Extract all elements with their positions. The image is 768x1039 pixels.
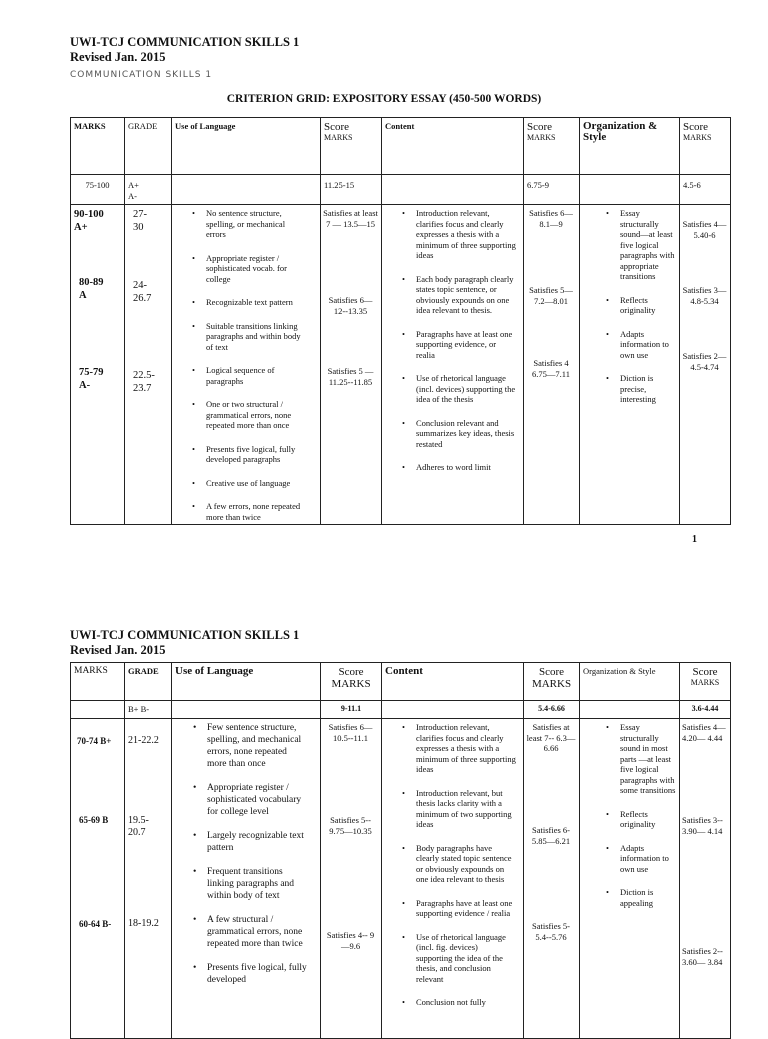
col-score-content xyxy=(524,118,580,175)
page2-criterion-grid xyxy=(70,662,731,1039)
band-empty xyxy=(172,175,321,205)
mark-label xyxy=(79,276,104,302)
criterion-item: • Recognizable text pattern xyxy=(188,297,306,308)
page1-band-row xyxy=(71,175,731,205)
criterion-item: • Reflects originality xyxy=(602,295,676,316)
org-criteria-cell xyxy=(580,205,680,525)
page2-band-row xyxy=(71,701,731,719)
grade-label xyxy=(133,208,147,234)
band-marks: 75-100 xyxy=(71,175,125,205)
band-grade xyxy=(125,175,172,205)
mark-label xyxy=(74,208,104,234)
score-range: Satisfies 5- 5.4--5.76 xyxy=(531,921,570,942)
page1-header-course: UWI-TCJ COMMUNICATION SKILLS 1 xyxy=(70,35,300,49)
band-empty xyxy=(580,175,680,205)
mark-label: 70-74 B+ xyxy=(77,736,112,746)
band-grade: B+ B- xyxy=(125,701,172,719)
page1-header xyxy=(70,35,299,65)
col-score-language xyxy=(321,118,382,175)
page2-header-course: UWI-TCJ COMMUNICATION SKILLS 1 xyxy=(70,628,300,642)
criterion-item: • Essay structurally sound—at least five logical paragraphs with appropriate transitions xyxy=(602,208,676,282)
grade-low: 19.5- xyxy=(128,815,149,826)
score-label: Score xyxy=(324,121,350,133)
grade-high: 26.7 xyxy=(133,293,152,304)
criterion-item: • Use of rhetorical language (incl. fig. devices) supporting the idea of the thesis, and conclusion relevant xyxy=(398,932,516,985)
criterion-item: • Few sentence structure, spelling, and mechanical errors, none repeated more than once xyxy=(189,722,307,770)
criterion-item: • Appropriate register / sophisticated vocab. for college xyxy=(188,253,306,285)
org-criteria-list xyxy=(602,722,676,908)
mark-range: 80-89 xyxy=(79,277,104,288)
score-range: Satisfies 6— 12--13.35 xyxy=(328,295,373,316)
band-org-score: 4.5-6 xyxy=(680,175,731,205)
score-range: Satisfies 2-- 3.60— 3.84 xyxy=(682,946,723,967)
criterion-item: • Use of rhetorical language (incl. devices) supporting the idea of the thesis xyxy=(398,373,516,405)
col-content: Content xyxy=(382,118,524,175)
content-criteria-list xyxy=(398,208,516,473)
criterion-item: • Introduction relevant, but thesis lacks clarity with a minimum of two supporting ideas xyxy=(398,788,516,830)
org-criteria-list xyxy=(602,208,676,405)
grade-label xyxy=(133,279,151,305)
page2-header xyxy=(70,628,299,658)
mark-range: 90-100 xyxy=(74,209,104,220)
criterion-item: • Body paragraphs have clearly stated topic sentence or obviously expounds on one idea relevant to thesis xyxy=(398,843,516,885)
page-number: 1 xyxy=(692,534,697,545)
score-label: Score xyxy=(683,121,709,133)
score-range: Satisfies 6— 10.5--11.1 xyxy=(328,722,373,743)
band-content-score: 6.75-9 xyxy=(524,175,580,205)
col-grade: GRADE xyxy=(125,118,172,175)
criterion-item: • Reflects originality xyxy=(602,809,676,830)
grade-cell xyxy=(125,205,172,525)
score-sub-label: MARKS xyxy=(531,678,572,690)
criterion-item: • Diction is appealing xyxy=(602,887,676,908)
band-lang-score: 9-11.1 xyxy=(321,701,382,719)
score-label: Score xyxy=(538,666,565,678)
grade-cell xyxy=(125,719,172,1039)
page2-header-row xyxy=(71,663,731,701)
language-criteria-cell xyxy=(172,205,321,525)
score-range: Satisfies 6- 5.85—6.21 xyxy=(531,825,571,846)
col-content: Content xyxy=(382,663,524,701)
score-range: Satisfies 6— 8.1—9 xyxy=(529,208,573,229)
marks-cell xyxy=(71,719,125,1039)
grade-label: 18-19.2 xyxy=(128,918,159,929)
page1-header-row xyxy=(71,118,731,175)
band-content-score: 5.4-6.66 xyxy=(524,701,580,719)
grade-high: 23.7 xyxy=(133,383,152,394)
col-organization-style: Organization & Style xyxy=(580,663,680,701)
score-range: Satisfies 5-- 9.75—10.35 xyxy=(329,815,372,836)
mark-grade: A+ xyxy=(74,222,88,233)
score-range: Satisfies 5— 7.2—8.01 xyxy=(529,285,573,306)
score-label: Score xyxy=(338,666,364,678)
page1-criteria-row xyxy=(71,205,731,525)
marks-cell xyxy=(71,205,125,525)
band-empty xyxy=(172,701,321,719)
col-use-of-language: Use of Language xyxy=(172,118,321,175)
criterion-item: • Creative use of language xyxy=(188,478,306,489)
criterion-item: • No sentence structure, spelling, or mechanical errors xyxy=(188,208,306,240)
criterion-item: • Frequent transitions linking paragraphs and within body of text xyxy=(189,866,307,902)
criterion-item: • Conclusion not fully xyxy=(398,997,516,1008)
score-sub-label: MARKS xyxy=(527,133,556,142)
score-range: Satisfies at least 7-- 6.3—6.66 xyxy=(526,722,576,753)
col-marks: MARKS xyxy=(71,663,125,701)
col-score-org xyxy=(680,663,731,701)
criterion-item: • Introduction relevant, clarifies focus and clearly expresses a thesis with a minimum of three supporting ideas xyxy=(398,208,516,261)
band-empty xyxy=(382,175,524,205)
content-criteria-cell xyxy=(382,719,524,1039)
criterion-item: • Each body paragraph clearly states topic sentence, or obviously expounds on one idea relevant to thesis. xyxy=(398,274,516,316)
criterion-item: • Adapts information to own use xyxy=(602,329,676,361)
score-range: Satisfies 2— 4.5-4.74 xyxy=(682,351,727,372)
mark-range: 75-79 xyxy=(79,367,104,378)
score-range: Satisfies 4— 4.20— 4.44 xyxy=(682,722,726,743)
band-lang-score: 11.25-15 xyxy=(321,175,382,205)
language-score-cell xyxy=(321,719,382,1039)
language-score-cell xyxy=(321,205,382,525)
criterion-item: • Suitable transitions linking paragraphs and within body of text xyxy=(188,321,306,353)
criterion-item: • Largely recognizable text pattern xyxy=(189,830,307,854)
language-criteria-cell xyxy=(172,719,321,1039)
grade-high: 20.7 xyxy=(128,827,146,838)
org-score-cell xyxy=(680,205,731,525)
page2-criteria-row xyxy=(71,719,731,1039)
criterion-item: • Adheres to word limit xyxy=(398,462,516,473)
criterion-item: • Adapts information to own use xyxy=(602,843,676,875)
band-empty xyxy=(382,701,524,719)
col-grade: GRADE xyxy=(125,663,172,701)
criterion-item: • Introduction relevant, clarifies focus and clearly expresses a thesis with a minimum of three supporting ideas xyxy=(398,722,516,775)
grade-low: 27- xyxy=(133,209,147,220)
language-criteria-list xyxy=(188,208,306,522)
criterion-item: • Presents five logical, fully developed paragraphs xyxy=(188,444,306,465)
band-grade-low: A- xyxy=(128,190,137,201)
criterion-item: • Presents five logical, fully developed xyxy=(189,962,307,986)
grade-label xyxy=(133,369,155,395)
content-score-cell xyxy=(524,205,580,525)
criterion-item: • Logical sequence of paragraphs xyxy=(188,365,306,386)
mark-grade: A xyxy=(79,290,87,301)
criterion-item: • Paragraphs have at least one supporting evidence / realia xyxy=(398,898,516,919)
band-org-score: 3.6-4.44 xyxy=(680,701,731,719)
mark-label: 60-64 B- xyxy=(79,919,112,929)
language-criteria-list xyxy=(189,722,307,986)
col-score-org xyxy=(680,118,731,175)
score-range: Satisfies 5 — 11.25--11.85 xyxy=(327,366,374,387)
page2-header-revision: Revised Jan. 2015 xyxy=(70,643,166,657)
content-score-cell xyxy=(524,719,580,1039)
score-sub-label: MARKS xyxy=(683,133,712,142)
score-range: Satisfies 4-- 9—9.6 xyxy=(326,930,375,951)
criterion-item: • Appropriate register / sophisticated vocabulary for college level xyxy=(189,782,307,818)
mark-label: 65-69 B xyxy=(79,815,109,825)
criterion-item: • Conclusion relevant and summarizes key ideas, thesis restated xyxy=(398,418,516,450)
grade-label: 21-22.2 xyxy=(128,735,159,746)
criterion-item: • Diction is precise, interesting xyxy=(602,373,676,405)
org-criteria-cell xyxy=(580,719,680,1039)
grade-low: 24- xyxy=(133,280,147,291)
page1-criterion-grid xyxy=(70,117,731,525)
score-sub-label: MARKS xyxy=(690,678,720,687)
grade-low: 22.5- xyxy=(133,370,155,381)
org-score-cell xyxy=(680,719,731,1039)
grade-label xyxy=(128,815,149,839)
score-range: Satisfies at least 7 — 13.5—15 xyxy=(323,208,378,229)
page1-title: CRITERION GRID: EXPOSITORY ESSAY (450-500 WORDS) xyxy=(226,93,542,105)
criterion-item: • A few structural / grammatical errors, none repeated more than twice xyxy=(189,914,307,950)
page1-subheading: COMMUNICATION SKILLS 1 xyxy=(70,70,213,80)
col-marks: MARKS xyxy=(71,118,125,175)
page1-header-revision: Revised Jan. 2015 xyxy=(70,50,166,64)
mark-label xyxy=(79,366,104,392)
score-label: Score xyxy=(692,666,718,678)
col-use-of-language: Use of Language xyxy=(172,663,321,701)
score-label: Score xyxy=(527,121,553,133)
band-grade-high: A+ xyxy=(128,180,139,190)
criterion-item: • Essay structurally sound in most parts —at least five logical paragraphs with some transitions xyxy=(602,722,676,796)
score-sub-label: MARKS xyxy=(331,678,371,690)
col-organization-style: Organization & Style xyxy=(580,118,680,175)
criterion-item: • One or two structural / grammatical errors, none repeated more than once xyxy=(188,399,306,431)
band-empty xyxy=(71,701,125,719)
grade-high: 30 xyxy=(133,222,144,233)
criterion-item: • A few errors, none repeated more than twice xyxy=(188,501,306,522)
score-range: Satisfies 4 6.75—7.11 xyxy=(532,358,570,379)
mark-grade: A- xyxy=(79,380,91,391)
content-criteria-cell xyxy=(382,205,524,525)
criterion-item: • Paragraphs have at least one supporting evidence, or realia xyxy=(398,329,516,361)
col-score-content xyxy=(524,663,580,701)
score-range: Satisfies 4— 5.40-6 xyxy=(682,219,727,240)
band-empty xyxy=(580,701,680,719)
score-range: Satisfies 3-- 3.90— 4.14 xyxy=(682,815,723,836)
content-criteria-list xyxy=(398,722,516,1008)
col-score-language xyxy=(321,663,382,701)
score-sub-label: MARKS xyxy=(324,133,353,142)
score-range: Satisfies 3— 4.8-5.34 xyxy=(682,285,727,306)
